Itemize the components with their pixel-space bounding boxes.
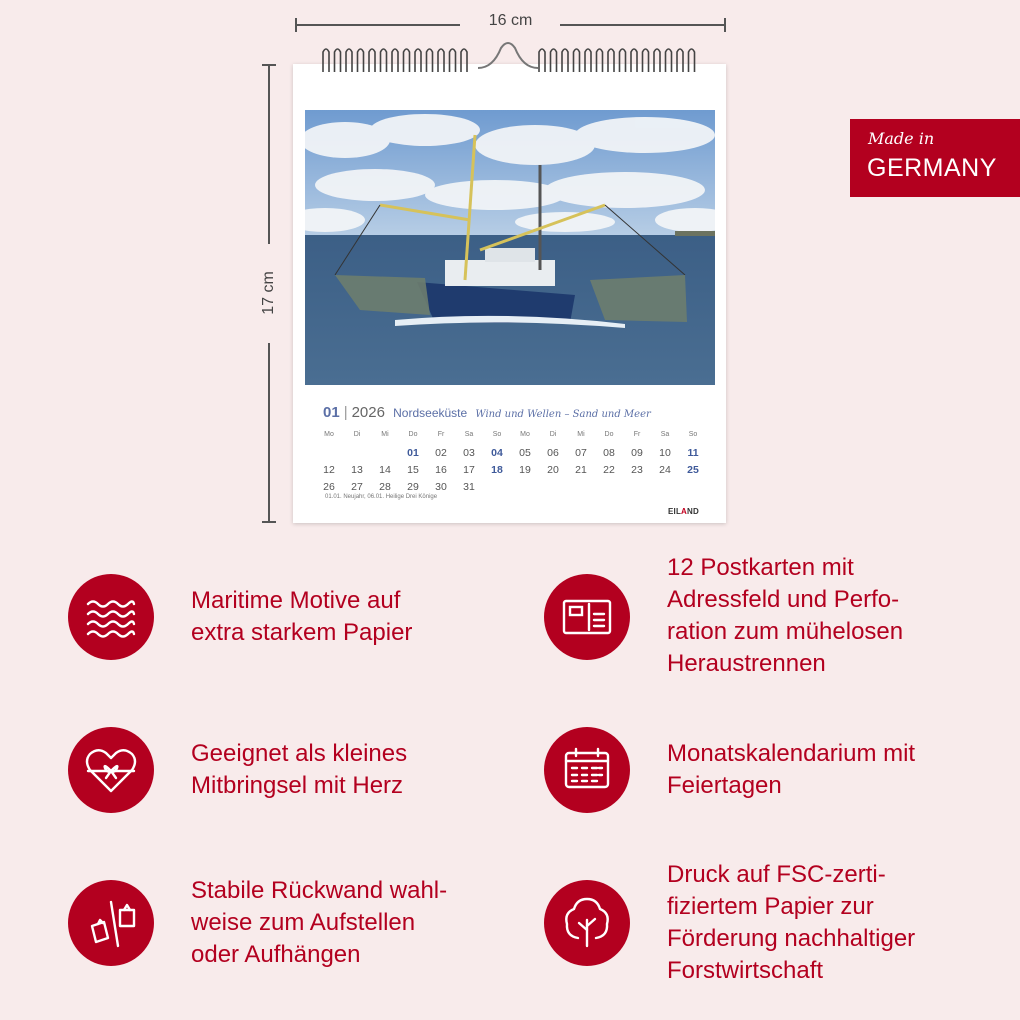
calendar-subtitle: Wind und Wellen – Sand und Meer xyxy=(475,409,651,420)
day-cell: 19 xyxy=(519,464,531,476)
dimension-line xyxy=(560,24,726,26)
spiral-ring xyxy=(585,49,591,72)
day-cell: 01 xyxy=(407,447,419,459)
feature-line: Adressfeld und Perfo- xyxy=(667,586,900,613)
day-cell xyxy=(539,479,567,496)
day-cell xyxy=(483,479,511,496)
weekday-label: Fr xyxy=(437,431,445,438)
calendar-month: 01 xyxy=(323,404,340,421)
brand-logo xyxy=(668,507,699,516)
dimension-line xyxy=(268,343,270,523)
tree-icon xyxy=(544,880,630,966)
spiral-ring xyxy=(381,49,387,72)
day-cell: 29 xyxy=(407,481,419,493)
feature-line: Stabile Rückwand wahl- xyxy=(191,877,448,904)
waves-icon xyxy=(68,574,154,660)
day-cell: 09 xyxy=(631,447,643,459)
feature-gift-text xyxy=(191,738,407,802)
stand-hang-icon xyxy=(68,880,154,966)
day-cell: 06 xyxy=(547,447,559,459)
spiral-ring xyxy=(461,49,467,72)
badge-line2: GERMANY xyxy=(867,154,997,182)
spiral-ring xyxy=(427,49,433,72)
day-cell xyxy=(623,479,651,496)
weekday-row xyxy=(315,428,707,445)
feature-line: Maritime Motive auf xyxy=(191,587,401,614)
weekday-label: Sa xyxy=(464,431,474,438)
spiral-ring xyxy=(323,49,329,72)
feature-fsc-text xyxy=(667,859,915,987)
day-cell: 16 xyxy=(435,464,447,476)
holiday-note: 01.01. Neujahr, 06.01. Heilige Drei Könige xyxy=(325,494,438,500)
day-cell: 31 xyxy=(463,481,475,493)
spiral-ring xyxy=(631,49,637,72)
day-cell xyxy=(595,479,623,496)
day-cell: 25 xyxy=(687,464,699,476)
weekday-label: Mi xyxy=(381,431,389,438)
day-cell xyxy=(343,445,371,462)
feature-line: Förderung nachhaltiger xyxy=(667,925,916,952)
day-cell: 30 xyxy=(435,481,447,493)
day-cell: 08 xyxy=(603,447,615,459)
spiral-ring xyxy=(450,49,456,72)
day-cell: 04 xyxy=(491,447,503,459)
spiral-ring xyxy=(539,49,545,72)
day-cell: 20 xyxy=(547,464,559,476)
feature-line: Monatskalendarium mit xyxy=(667,740,916,767)
height-dimension xyxy=(260,64,277,523)
spiral-ring xyxy=(415,49,421,72)
weekday-label: So xyxy=(492,431,502,438)
weekday-label: Di xyxy=(549,431,557,438)
day-cell: 18 xyxy=(491,464,503,476)
spiral-ring xyxy=(597,49,603,72)
spiral-ring xyxy=(358,49,364,72)
feature-line: oder Aufhängen xyxy=(191,941,361,968)
calendar-region: Nordseeküste xyxy=(393,406,468,420)
day-cell: 14 xyxy=(379,464,391,476)
day-cell xyxy=(315,445,343,462)
spiral-ring xyxy=(346,49,352,72)
calendar-year: 2026 xyxy=(351,404,385,421)
spiral-ring xyxy=(369,49,375,72)
day-cell: 07 xyxy=(575,447,587,459)
spiral-ring xyxy=(643,49,649,72)
dimension-line xyxy=(268,64,270,244)
week-row xyxy=(315,462,707,479)
feature-line: 12 Postkarten mit xyxy=(667,554,854,581)
calendar-icon xyxy=(544,727,630,813)
day-cell xyxy=(371,445,399,462)
weekday-label: Do xyxy=(408,431,418,438)
height-label: 17 cm xyxy=(260,271,277,315)
spiral-ring xyxy=(551,49,557,72)
weekday-label: Mi xyxy=(577,431,585,438)
spiral-ring xyxy=(677,49,683,72)
spiral-ring xyxy=(562,49,568,72)
day-cell: 15 xyxy=(407,464,419,476)
day-cell: 28 xyxy=(379,481,391,493)
weekday-label: Mo xyxy=(520,431,530,438)
badge-line1: Made in xyxy=(868,129,935,148)
spiral-binding xyxy=(293,38,726,78)
spiral-ring xyxy=(404,49,410,72)
day-cell: 03 xyxy=(463,447,475,459)
calendar-grid xyxy=(315,428,707,496)
day-cell: 21 xyxy=(575,464,587,476)
dimension-cap xyxy=(724,18,726,32)
day-cell xyxy=(511,479,539,496)
feature-maritime-text xyxy=(191,585,412,649)
day-cell: 13 xyxy=(351,464,363,476)
spiral-ring xyxy=(654,49,660,72)
feature-line: extra starkem Papier xyxy=(191,619,413,646)
day-cell xyxy=(651,479,679,496)
postcard-icon xyxy=(544,574,630,660)
day-cell: 22 xyxy=(603,464,615,476)
width-label: 16 cm xyxy=(488,12,533,29)
weekday-label: Mo xyxy=(324,431,334,438)
day-cell: 26 xyxy=(323,481,335,493)
feature-line: Geeignet als kleines xyxy=(191,740,408,767)
weekday-label: Di xyxy=(353,431,361,438)
dimension-cap xyxy=(262,521,276,523)
brand-prefix: EIL xyxy=(668,507,682,516)
weekday-label: Fr xyxy=(633,431,641,438)
feature-postcards-text xyxy=(667,552,903,680)
spiral-ring xyxy=(335,49,341,72)
calendar-header: 01 | 2026 Nordseeküste Wind und Wellen – Sand und Meer xyxy=(323,404,651,421)
day-cell xyxy=(679,479,707,496)
weekday-label: Sa xyxy=(660,431,670,438)
day-cell: 10 xyxy=(659,447,671,459)
feature-line: weise zum Aufstellen xyxy=(191,909,416,936)
day-cell xyxy=(567,479,595,496)
spiral-ring xyxy=(574,49,580,72)
spiral-ring xyxy=(392,49,398,72)
feature-line: ration zum mühelosen xyxy=(667,618,904,645)
made-in-germany-badge xyxy=(850,119,1020,197)
spiral-ring xyxy=(666,49,672,72)
day-cell: 11 xyxy=(687,447,699,459)
heart-gift-icon xyxy=(68,727,154,813)
day-cell: 02 xyxy=(435,447,447,459)
fishing-boat-photo xyxy=(305,110,715,385)
weekday-label: Do xyxy=(604,431,614,438)
day-cell: 24 xyxy=(659,464,671,476)
feature-backboard-text xyxy=(191,875,447,971)
spiral-ring xyxy=(689,49,695,72)
brand-suffix: ND xyxy=(687,507,699,516)
day-cell: 12 xyxy=(323,464,335,476)
feature-line: fiziertem Papier zur xyxy=(667,893,874,920)
brand-accent: A xyxy=(681,507,688,516)
feature-line: Feiertagen xyxy=(667,772,782,799)
feature-line: Heraustrennen xyxy=(667,650,826,677)
day-cell: 23 xyxy=(631,464,643,476)
weekday-label: So xyxy=(688,431,698,438)
feature-line: Druck auf FSC-zerti- xyxy=(667,861,886,888)
feature-line: Forstwirtschaft xyxy=(667,957,824,984)
spiral-ring xyxy=(438,49,444,72)
calendar-preview xyxy=(293,64,726,523)
spiral-ring xyxy=(608,49,614,72)
day-cell: 05 xyxy=(519,447,531,459)
width-dimension xyxy=(295,12,726,29)
spiral-ring xyxy=(620,49,626,72)
feature-calendarium-text xyxy=(667,738,915,802)
week-row xyxy=(315,445,707,462)
day-cell: 27 xyxy=(351,481,363,493)
day-cell: 17 xyxy=(463,464,475,476)
feature-line: Mitbringsel mit Herz xyxy=(191,772,404,799)
